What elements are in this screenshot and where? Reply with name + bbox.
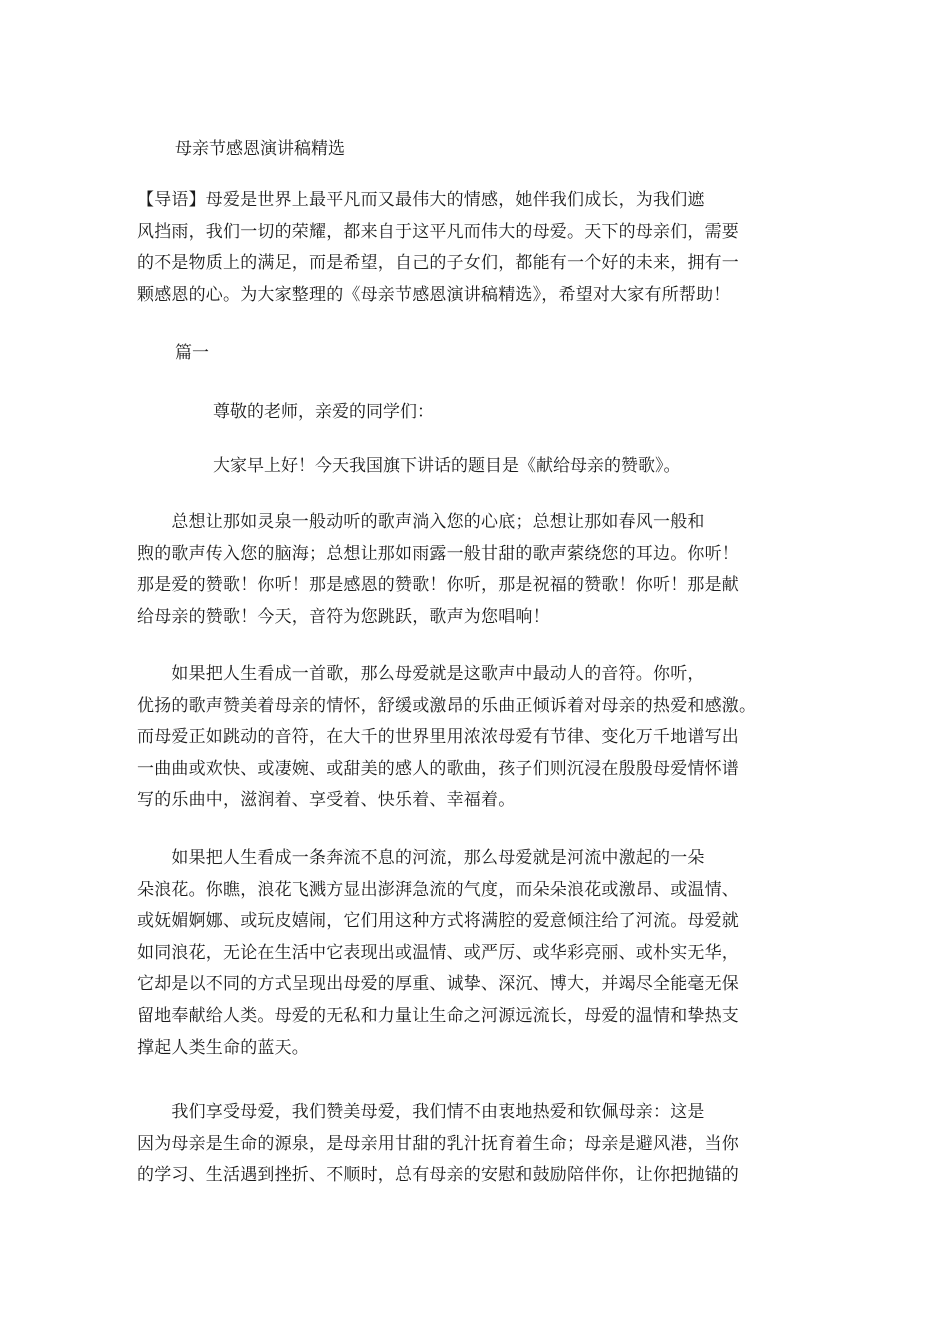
paragraph-line: 优扬的歌声赞美着母亲的情怀，舒缓或激昂的乐曲正倾诉着对母亲的热爱和感激。 [137, 695, 757, 716]
paragraph-line: 因为母亲是生命的源泉，是母亲用甘甜的乳汁抚育着生命；母亲是避风港，当你 [137, 1133, 739, 1154]
paragraph-line: 的学习、生活遇到挫折、不顺时，总有母亲的安慰和鼓励陪伴你，让你把抛锚的 [137, 1165, 739, 1186]
body-paragraph [137, 659, 827, 817]
paragraph-line: 如果把人生看成一首歌，那么母爱就是这歌声中最动人的音符。你听， [137, 664, 705, 684]
body-paragraph [137, 507, 827, 633]
paragraph-line: 一曲曲或欢快、或凄婉、或甜美的感人的歌曲，孩子们则沉浸在殷殷母爱情怀谱 [137, 758, 739, 779]
paragraph-line: 写的乐曲中，滋润着、享受着、快乐着、幸福着。 [137, 790, 516, 811]
document-title: 母亲节感恩演讲稿精选 [175, 139, 345, 159]
paragraph-line: 留地奉献给人类。母爱的无私和力量让生命之河源远流长，母爱的温情和挚热支 [137, 1005, 739, 1026]
paragraph-line: 如同浪花，无论在生活中它表现出或温情、或严厉、或华彩亮丽、或朴实无华， [137, 942, 739, 963]
paragraph-line: 那是爱的赞歌！你听！那是感恩的赞歌！你听，那是祝福的赞歌！你听！那是献 [137, 575, 739, 596]
paragraph-line: 它却是以不同的方式呈现出母爱的厚重、诚挚、深沉、博大，并竭尽全能毫无保 [137, 974, 739, 995]
paragraph-line: 撑起人类生命的蓝天。 [137, 1037, 309, 1058]
paragraph-line: 而母爱正如跳动的音符，在大千的世界里用浓浓母爱有节律、变化万千地谱写出 [137, 727, 739, 748]
paragraph-line: 煦的歌声传入您的脑海；总想让那如雨露一般甘甜的歌声萦绕您的耳边。你听！ [137, 543, 739, 564]
body-paragraph [137, 843, 827, 1064]
intro-line: 【导语】母爱是世界上最平凡而又最伟大的情感，她伴我们成长，为我们遮 [137, 190, 705, 210]
paragraph-line: 总想让那如灵泉一般动听的歌声淌入您的心底；总想让那如春风一般和 [137, 512, 705, 532]
greeting: 尊敬的老师，亲爱的同学们： [213, 402, 434, 422]
paragraph-line: 我们享受母爱，我们赞美母爱，我们情不由衷地热爱和钦佩母亲：这是 [137, 1102, 705, 1122]
body-paragraph [137, 1097, 827, 1192]
opening-line: 大家早上好！今天我国旗下讲话的题目是《献给母亲的赞歌》。 [213, 456, 681, 476]
intro-paragraph [137, 185, 827, 311]
intro-line: 风挡雨，我们一切的荣耀，都来自于这平凡而伟大的母爱。天下的母亲们，需要 [137, 221, 739, 242]
section-heading: 篇一 [175, 343, 209, 363]
paragraph-line: 或妩媚婀娜、或玩皮嬉闹，它们用这种方式将满腔的爱意倾注给了河流。母爱就 [137, 911, 739, 932]
intro-line: 的不是物质上的满足，而是希望，自己的子女们，都能有一个好的未来，拥有一 [137, 253, 739, 274]
paragraph-line: 如果把人生看成一条奔流不息的河流，那么母爱就是河流中激起的一朵 [137, 848, 705, 868]
paragraph-line: 给母亲的赞歌！今天，音符为您跳跃，歌声为您唱响！ [137, 606, 550, 627]
paragraph-line: 朵浪花。你瞧，浪花飞溅方显出澎湃急流的气度，而朵朵浪花或激昂、或温情、 [137, 879, 739, 900]
intro-line: 颗感恩的心。为大家整理的《母亲节感恩演讲稿精选》，希望对大家有所帮助！ [137, 284, 731, 305]
